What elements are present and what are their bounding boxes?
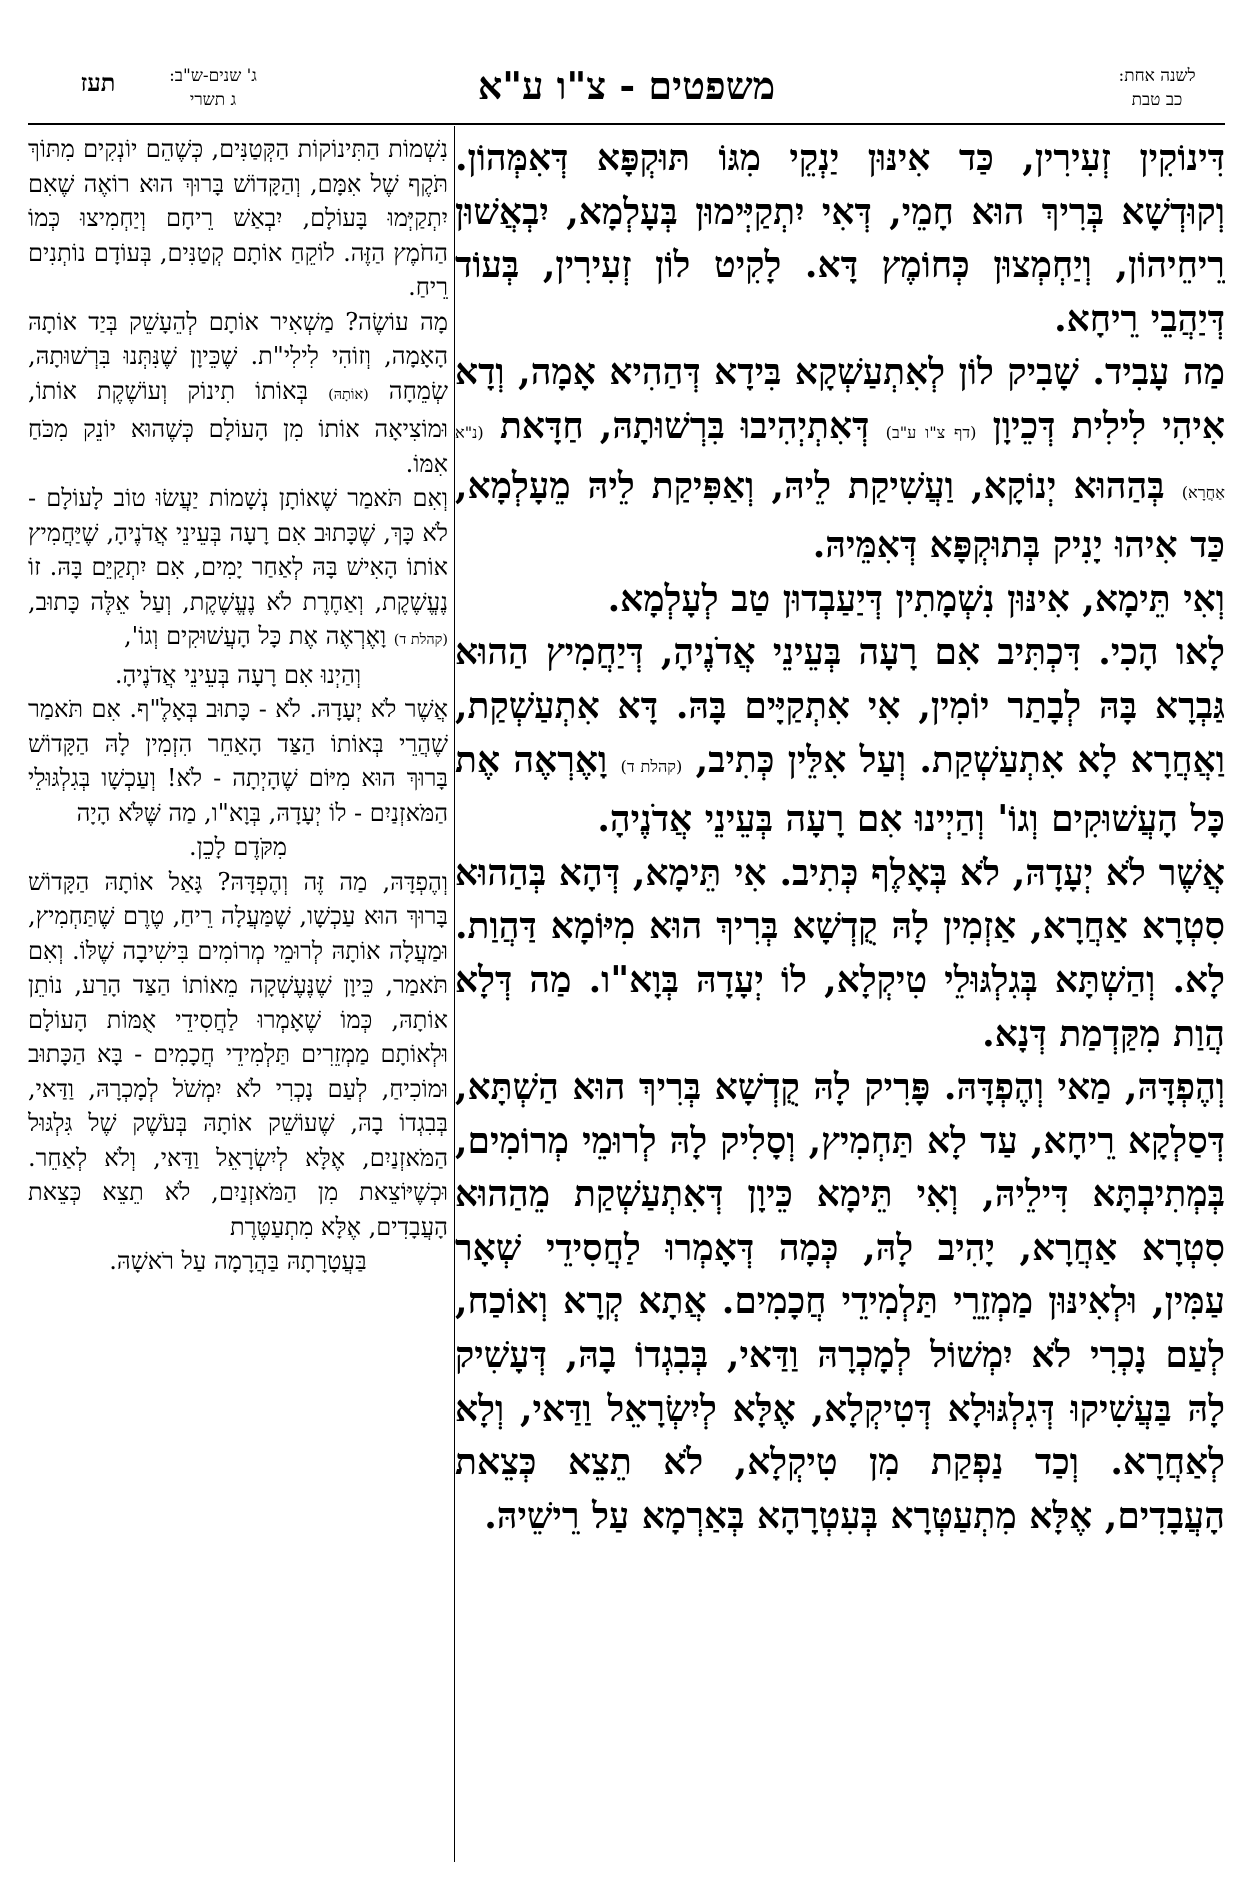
schedule-label: ג' שנים-ש"ב: [169, 66, 257, 86]
translation-paragraph: אֲשֶׁר לֹא יְעָדָהּ. לֹא - כָּתוּב בְּאָלֶ"ף. אִם תֹּאמַר שֶׁהֲרֵי בְּאוֹתוֹ הַצַּד הָאַחֵר הִזְמִין לָהּ הַקָּדוֹשׁ בָּרוּךְ הוּא מִיּוֹם שֶׁהָיְתָה - לֹא! וְעַכְשָׁו בְּגִלְגּוּלֵי הַמֹּאזְנַיִם - לוֹ יְעָדָהּ, בְּוָא"ו, מַה שֶּׁלֹּא הָיָה [28, 695, 448, 827]
page-title: משפטים - צ"ו ע"א [477, 63, 776, 108]
paragraph-text: בְּהַהוּא יְנוֹקָא, וַעֲשִׁיקַת לֵיהּ, וְאַפִּיקַת לֵיהּ מֵעָלְמָא, כַּד אִיהוּ יָנִיק בְּתוּקְפָּא דְּאִמֵּיהּ. [455, 464, 1225, 567]
schedule-date: כב טבת [1131, 90, 1183, 110]
main-paragraph [455, 346, 1225, 572]
translation-paragraph: מִקֹּדֶם לָכֵן. [189, 833, 287, 861]
main-paragraph: וְאִי תֵּימָא, אִינּוּן נִשְׁמָתִין דְּיַעַבְדוּן טַב לְעָלְמָא. [607, 577, 1225, 620]
page-number: תעז [80, 68, 116, 97]
translation-paragraph [28, 481, 448, 658]
schedule-date: ג תשרי [189, 90, 237, 110]
paragraph-text: וָאֶרְאֶה אֶת כָּל הָעֲשׁוּקִים וְגוֹ', [124, 622, 387, 650]
translation-paragraph: וְהֶפְדָּהּ, מַה זֶּה וְהֶפְדָּהּ? גָּאַל אוֹתָהּ הַקָּדוֹשׁ בָּרוּךְ הוּא עַכְשָׁו, שֶׁמַּעֲלָה רֵיחַ, טֶרֶם שֶׁתַּחְמִיץ, וּמַעֲלָה אוֹתָהּ לְרוּמֵי מְרוֹמִים בִּישִׁיבָה שֶׁלּוֹ. וְאִם תֹּאמַר, כֵּיוָן שֶׁנֶּעֶשְׁקָה מֵאוֹתוֹ הַצַּד הָרַע, נוֹתֵן אוֹתָהּ, כְּמוֹ שֶׁאָמְרוּ לַחֲסִידֵי אֻמּוֹת הָעוֹלָם וּלְאוֹתָם מַמְזֵרִים תַּלְמִידֵי חֲכָמִים - בָּא הַכָּתוּב וּמוֹכִיחַ, לְעַם נָכְרִי לֹא יִמְשֹׁל לְמָכְרָהּ, וַדַּאי, בְּבִגְדוֹ בָהּ, שֶׁעוֹשֵׁק אוֹתָהּ בְּעֹשֶׁק שֶׁל גִּלְגּוּל הַמֹּאזְנַיִם, אֶלָּא לְיִשְׂרָאֵל וַדַּאי, וְלֹא לְאַחֵר. וּכְשֶׁיּוֹצֵאת מִן הַמֹּאזְנַיִם, לֹא תֵצֵא כְּצֵאת הָעֲבָדִים, אֶלָּא מִתְעַטֶּרֶת [28, 867, 448, 1241]
verse-reference: (קהלת ד) [620, 756, 683, 776]
translation-paragraph: וְהַיְנוּ אִם רָעָה בְּעֵינֵי אֲדֹנֶיהָ. [114, 660, 362, 689]
folio-reference: (דף צ"ו ע"ב) [885, 422, 977, 442]
paragraph-text: מַה עָבִיד. שָׁבִיק לוֹן לְאִתְעַשְׁקָא בִּידָא דְּהַהִיא אָמָה, וְדָא אִיהִי לִילִית דְּכֵיוָן [455, 351, 1225, 447]
header-divider [28, 123, 1225, 125]
translation-paragraph [28, 305, 448, 482]
hebrew-translation-column [28, 132, 448, 1862]
verse-reference: (קהלת ד) [393, 632, 448, 648]
aramaic-text-column [455, 132, 1225, 1862]
main-paragraph: דִּינוֹקִין זְעִירִין, כַּד אִינּוּן יַנְקֵי מִגּוֹ תּוּקְפָּא דְּאִמְּהוֹן. וְקוּדְשָׁא בְּרִיךְ הוּא חָמֵי, דְּאִי יִתְקַיְּימוּן בְּעָלְמָא, יִבְאֲשׁוּן רֵיחֵיהוֹן, וְיַחְמְצוּן כְּחוֹמֶץ דָּא. לָקִיט לוֹן זְעִירִין, בְּעוֹד דְּיַהֲבֵי רֵיחָא. [455, 137, 1225, 340]
column-divider [454, 126, 455, 1862]
main-paragraph: וְהֶפְדָּהּ, מַאי וְהֶפְדָּהּ. פָּרִיק לָהּ קֻדְשָׁא בְּרִיךְ הוּא הַשְׁתָּא, דְּסַלְקָא רֵיחָא, עַד לָא תַּחְמִיץ, וְסָלִיק לָהּ לְרוּמֵי מְרוֹמִים, בְּמְתִיבְתָּא דִּילֵיהּ, וְאִי תֵּימָא כֵּיוָן דְּאִתְעַשְׁקַת מֵהַהוּא סִטְרָא אַחֲרָא, יָהִיב לָהּ, כְּמָה דְּאָמְרוּ לַחֲסִידֵי שְׁאָר עַמִּין, וּלְאִינּוּן מַמְזֵרֵי תַּלְמִידֵי חֲכָמִים. אֲתָא קְרָא וְאוֹכַח, לְעַם נָכְרִי לֹא יִמְשׁוֹל לְמָכְרָהּ וַדַּאי, בְּבִגְדוֹ בָהּ, דְּעָשִׁיק לָהּ בַּעֲשִׁיקוּ דְּגִלְגּוּלָא דְּטִיקְלָא, אֶלָּא לְיִשְׂרָאֵל וַדַּאי, וְלָא לְאַחֲרָא. וְכַד נַפְקַת מִן טִיקְלָא, לֹא תֵצֵא כְּצֵאת הָעֲבָדִים, אֶלָּא מִתְעַטְּרָא בְּעִטְרָהָא בְּאַרְמָא עַל רֵישֵׁיהּ. [455, 1066, 1225, 1537]
schedule-label: לשנה אחת: [1118, 66, 1196, 86]
paragraph-text: דְּאִתְיְהִיבוּ בִּרְשׁוּתָהּ, חַדָּאת [499, 404, 870, 447]
translation-paragraph: נִשְׁמוֹת הַתִּינוֹקוֹת הַקְּטַנִּים, כְּשֶׁהֵם יוֹנְקִים מִתּוֹךְ תֹּקֶף שֶׁל אִמָּם, וְהַקָּדוֹשׁ בָּרוּךְ הוּא רוֹאֶה שֶׁאִם יִתְקַיְּמוּ בָּעוֹלָם, יִבְאַשׁ רֵיחָם וְיַחְמִיצוּ כְּמוֹ הַחֹמֶץ הַזֶּה. לוֹקֵחַ אוֹתָם קְטַנִּים, בְּעוֹדָם נוֹתְנִים רֵיחַ. [28, 135, 448, 301]
page-header [28, 62, 1225, 122]
main-paragraph: אֲשֶׁר לֹא יְעָדָהּ, לֹא בְּאָלֶף כְּתִיב. אִי תֵּימָא, דְּהָא בְּהַהוּא סִטְרָא אַחֲרָא, אַזְמִין לָהּ קֻדְשָׁא בְּרִיךְ הוּא מִיּוֹמָא דַּהֲוַת. לָא. וְהַשְׁתָּא בְּגִלְגּוּלֵי טִיקְלָא, לוֹ יְעָדָהּ בְּוָא"ו. מַה דְּלָא הֲוַת מִקַּדְמַת דְּנָא. [455, 851, 1225, 1055]
paragraph-text: וָאֶרְאֶה אֶת כָּל הָעֲשׁוּקִים וְגוֹ' וְהַיְינוּ אִם רָעָה בְּעֵינֵי אֲדֹנֶיהָ. [455, 738, 1225, 841]
paragraph-text: מָה עוֹשֶׂה? מַשְׁאִיר אוֹתָם לְהֵעָשֵׁק בְּיַד אוֹתָהּ הָאָמָה, וְזוֹהִי לִילִי"ת. שֶׁכֵּיוָן שֶׁנִּתְּנוּ בִּרְשׁוּתָהּ, שְׂמֵחָה [28, 307, 448, 405]
variant-reading: (נ"א אַחֲרָא) [455, 422, 1225, 502]
translation-paragraph: בַּעֲטָרָתָהּ בַּהֲרָמָה עַל רֹאשָׁהּ. [109, 1247, 367, 1275]
main-paragraph [455, 626, 1225, 846]
reading-schedule-three-years [138, 64, 288, 112]
gloss: (אוֹתָהּ) [328, 386, 369, 403]
paragraph-text: בְּאוֹתוֹ תִינוֹק וְעוֹשֶׁקֶת אוֹתוֹ, וּמוֹצִיאָה אוֹתוֹ מִן הָעוֹלָם כְּשֶׁהוּא יוֹנֵק מִכֹּחַ אִמּוֹ. [28, 376, 448, 478]
paragraph-text: וְאִם תֹּאמַר שֶׁאוֹתָן נְשָׁמוֹת יַעֲשׂוּ טוֹב לָעוֹלָם - לֹא כָּךְ, שֶׁכָּתוּב אִם רָעָה בְּעֵינֵי אֲדֹנֶיהָ, שֶׁיַּחֲמִיץ אוֹתוֹ הָאִישׁ בָּהּ לְאַחַר יָמִים, אִם יִתְקַיֵּם בָּהּ. זוֹ נֶעֱשֶׁקֶת, וְאַחֶרֶת לֹא נֶעֱשֶׁקֶת, וְעַל אֵלֶּה כָּתוּב, [28, 484, 448, 616]
paragraph-text: לָאו הָכִי. דִּכְתִּיב אִם רָעָה בְּעֵינֵי אֲדֹנֶיהָ, דְּיַחֲמִיץ הַהוּא גַּבְרָא בָּהּ לְבָתַר יוֹמִין, אִי אִתְקַיָּים בָּהּ. דָּא אִתְעַשְׁקַת, וַאֲחֲרָא לָא אִתְעַשְׁקַת. וְעַל אִלֵּין כְּתִיב, [455, 631, 1225, 781]
